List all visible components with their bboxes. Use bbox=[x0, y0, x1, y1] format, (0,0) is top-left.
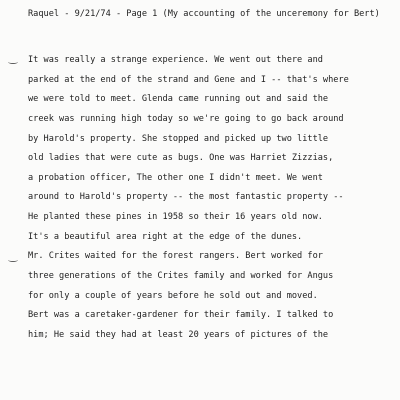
text-line: parked at the end of the strand and Gene and I -- that's where bbox=[28, 74, 349, 85]
margin-pencil-mark bbox=[8, 258, 18, 262]
text-line: Bert was a caretaker-gardener for their family. I talked to bbox=[28, 310, 334, 321]
margin-pencil-mark bbox=[8, 60, 18, 64]
text-line: creek was running high today so we're going to go back around bbox=[28, 113, 344, 124]
text-line: around to Harold's property -- the most fantastic property -- bbox=[28, 192, 344, 203]
text-line: by Harold's property. She stopped and picked up two little bbox=[28, 133, 329, 144]
text-line: old ladies that were cute as bugs. One was Harriet Zizzias, bbox=[28, 153, 334, 164]
text-line: It's a beautiful area right at the edge of the dunes. bbox=[28, 231, 303, 242]
text-line: him; He said they had at least 20 years of pictures of the bbox=[28, 329, 329, 340]
text-line: It was really a strange experience. We went out there and bbox=[28, 55, 323, 65]
text-line: we were told to meet. Glenda came running out and said the bbox=[28, 94, 329, 105]
typed-text-body bbox=[28, 54, 349, 349]
text-line: a probation officer, The other one I didn't meet. We went bbox=[28, 172, 323, 183]
text-line: three generations of the Crites family and worked for Angus bbox=[28, 271, 334, 282]
page-header: Raquel - 9/21/74 - Page 1 (My accounting of the unceremony for Bert) bbox=[28, 9, 380, 19]
text-line: He planted these pines in 1958 so their 16 years old now. bbox=[28, 212, 323, 223]
text-line: Mr. Crites waited for the forest rangers. Bert worked for bbox=[28, 251, 323, 262]
text-line: for only a couple of years before he sold out and moved. bbox=[28, 290, 318, 301]
